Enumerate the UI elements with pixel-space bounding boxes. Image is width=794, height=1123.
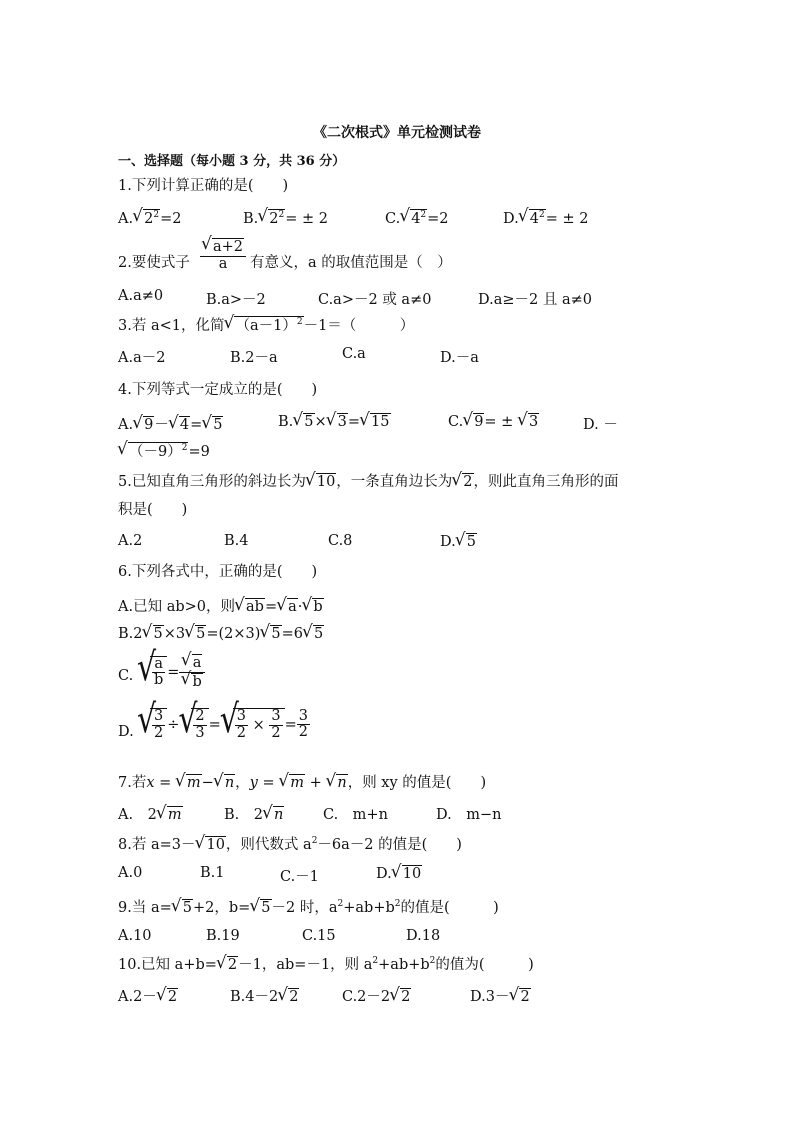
option-a: A.2－√ 2	[118, 985, 178, 1006]
option-c: C.a	[342, 346, 366, 362]
question-6-option-d: D. √ $\frac{3}{2}$ ÷ √ $\frac{2}{3}$ = √ $\frac{3}{2}$ × $\frac{3}{2}$ = $\frac{3}{2}$	[118, 706, 718, 756]
question-2-options	[118, 288, 718, 310]
question-6-option-c: C. √ $\frac{a}{b}$ = √ a √ b	[118, 652, 718, 700]
question-4-option-d-cont: √ $(-9)^2=9$	[118, 442, 718, 464]
question-9-options	[118, 928, 718, 950]
option-d: D.－a	[440, 350, 479, 366]
question-5-cont: 积是( )	[118, 502, 188, 518]
option-b: B.4	[224, 533, 249, 549]
option-d: D. －	[583, 417, 618, 433]
option-a: A.a－2	[118, 350, 166, 366]
option-a: A.√ $2^2=2$	[118, 209, 181, 228]
question-2: 2.要使式子 √ $\frac{a+2}{a}$ 有意义，a 的取值范围是（ ）	[118, 238, 718, 282]
option-d: D.√ 5	[440, 533, 477, 551]
option-c: C.2－2√ 2	[342, 985, 411, 1006]
option-c: C.√ 9= ± √ 3	[448, 413, 539, 431]
question-10: 10.已知 a+b=√ 2－1，ab=－1，则 $a^2+ab+b^2$的值为( )	[118, 953, 718, 975]
option-d: D. m−n	[436, 807, 502, 823]
section-heading: 一、选择题（每小题 3 分，共 36 分）	[118, 154, 346, 169]
page-title: 《二次根式》单元检测试卷	[313, 125, 481, 141]
option-b: B.4－2√ 2	[230, 985, 299, 1006]
option-b: B.1	[200, 865, 225, 881]
option-c: C.15	[302, 928, 336, 944]
option-d: D.√ $4^2= \pm 2$	[503, 209, 588, 228]
option-d: D.√ 10	[376, 865, 422, 883]
option-d: D.a≥－2 且 a≠0	[478, 292, 592, 308]
option-b: B.19	[206, 928, 240, 944]
question-1-options	[118, 209, 718, 231]
option-c: C.√ $4^2=2$	[385, 209, 449, 228]
option-d: D.3－√ 2	[470, 985, 531, 1006]
question-6: 6.下列各式中，正确的是( )	[118, 564, 318, 580]
question-5: 5.已知直角三角形的斜边长为√ 10，一条直角边长为√ 2，则此直角三角形的面	[118, 470, 718, 492]
option-c: C. m+n	[323, 807, 388, 823]
option-a: A.10	[118, 928, 152, 944]
option-b: B.a>－2	[206, 292, 266, 308]
question-8-options	[118, 865, 718, 887]
option-b: B.√ $2^2= \pm 2$	[243, 209, 328, 228]
option-c: C.－1	[280, 869, 319, 885]
option-d: D.18	[406, 928, 441, 944]
option-b: B.2－a	[230, 350, 278, 366]
question-1: 1.下列计算正确的是( )	[118, 178, 289, 194]
question-4: 4.下列等式一定成立的是( )	[118, 382, 318, 398]
option-a: A.2	[118, 533, 143, 549]
question-8: 8.若 a=3－√ 10，则代数式 $a^2-6a-2$ 的值是( )	[118, 833, 718, 855]
question-10-options	[118, 985, 718, 1007]
option-a: A.√ 9－√ 4=√ 5	[118, 413, 223, 434]
question-6-option-b: B.2√ 5×3√ 5=(2×3)√ 5=6√ 5	[118, 625, 718, 647]
question-7-options	[118, 803, 718, 825]
option-b: B.√ 5×√ 3=√ 15	[278, 413, 391, 431]
option-c: C.8	[328, 533, 353, 549]
question-3: 3.若 a<1，化简√ $(a-1)^2-1=$（ ）	[118, 314, 718, 336]
option-b: B. 2√ n	[224, 803, 284, 824]
option-a: A.0	[118, 865, 143, 881]
question-9: 9.当 a=√ 5+2，b=√ 5－2 时，$a^2+ab+b^2$的值是( )	[118, 896, 718, 918]
question-5-options	[118, 533, 718, 555]
question-6-option-a: A.已知 ab>0，则√ ab=√ a·√ b	[118, 595, 718, 617]
option-a: A.a≠0	[118, 288, 164, 304]
option-c: C.a>－2 或 a≠0	[318, 292, 432, 308]
question-3-options	[118, 346, 718, 368]
question-4-options	[118, 413, 718, 435]
question-7: 7.若x = √ m−√ n，y = √ m + √ n，则 xy 的值是( )	[118, 771, 718, 793]
option-a: A. 2√ m	[118, 803, 183, 824]
